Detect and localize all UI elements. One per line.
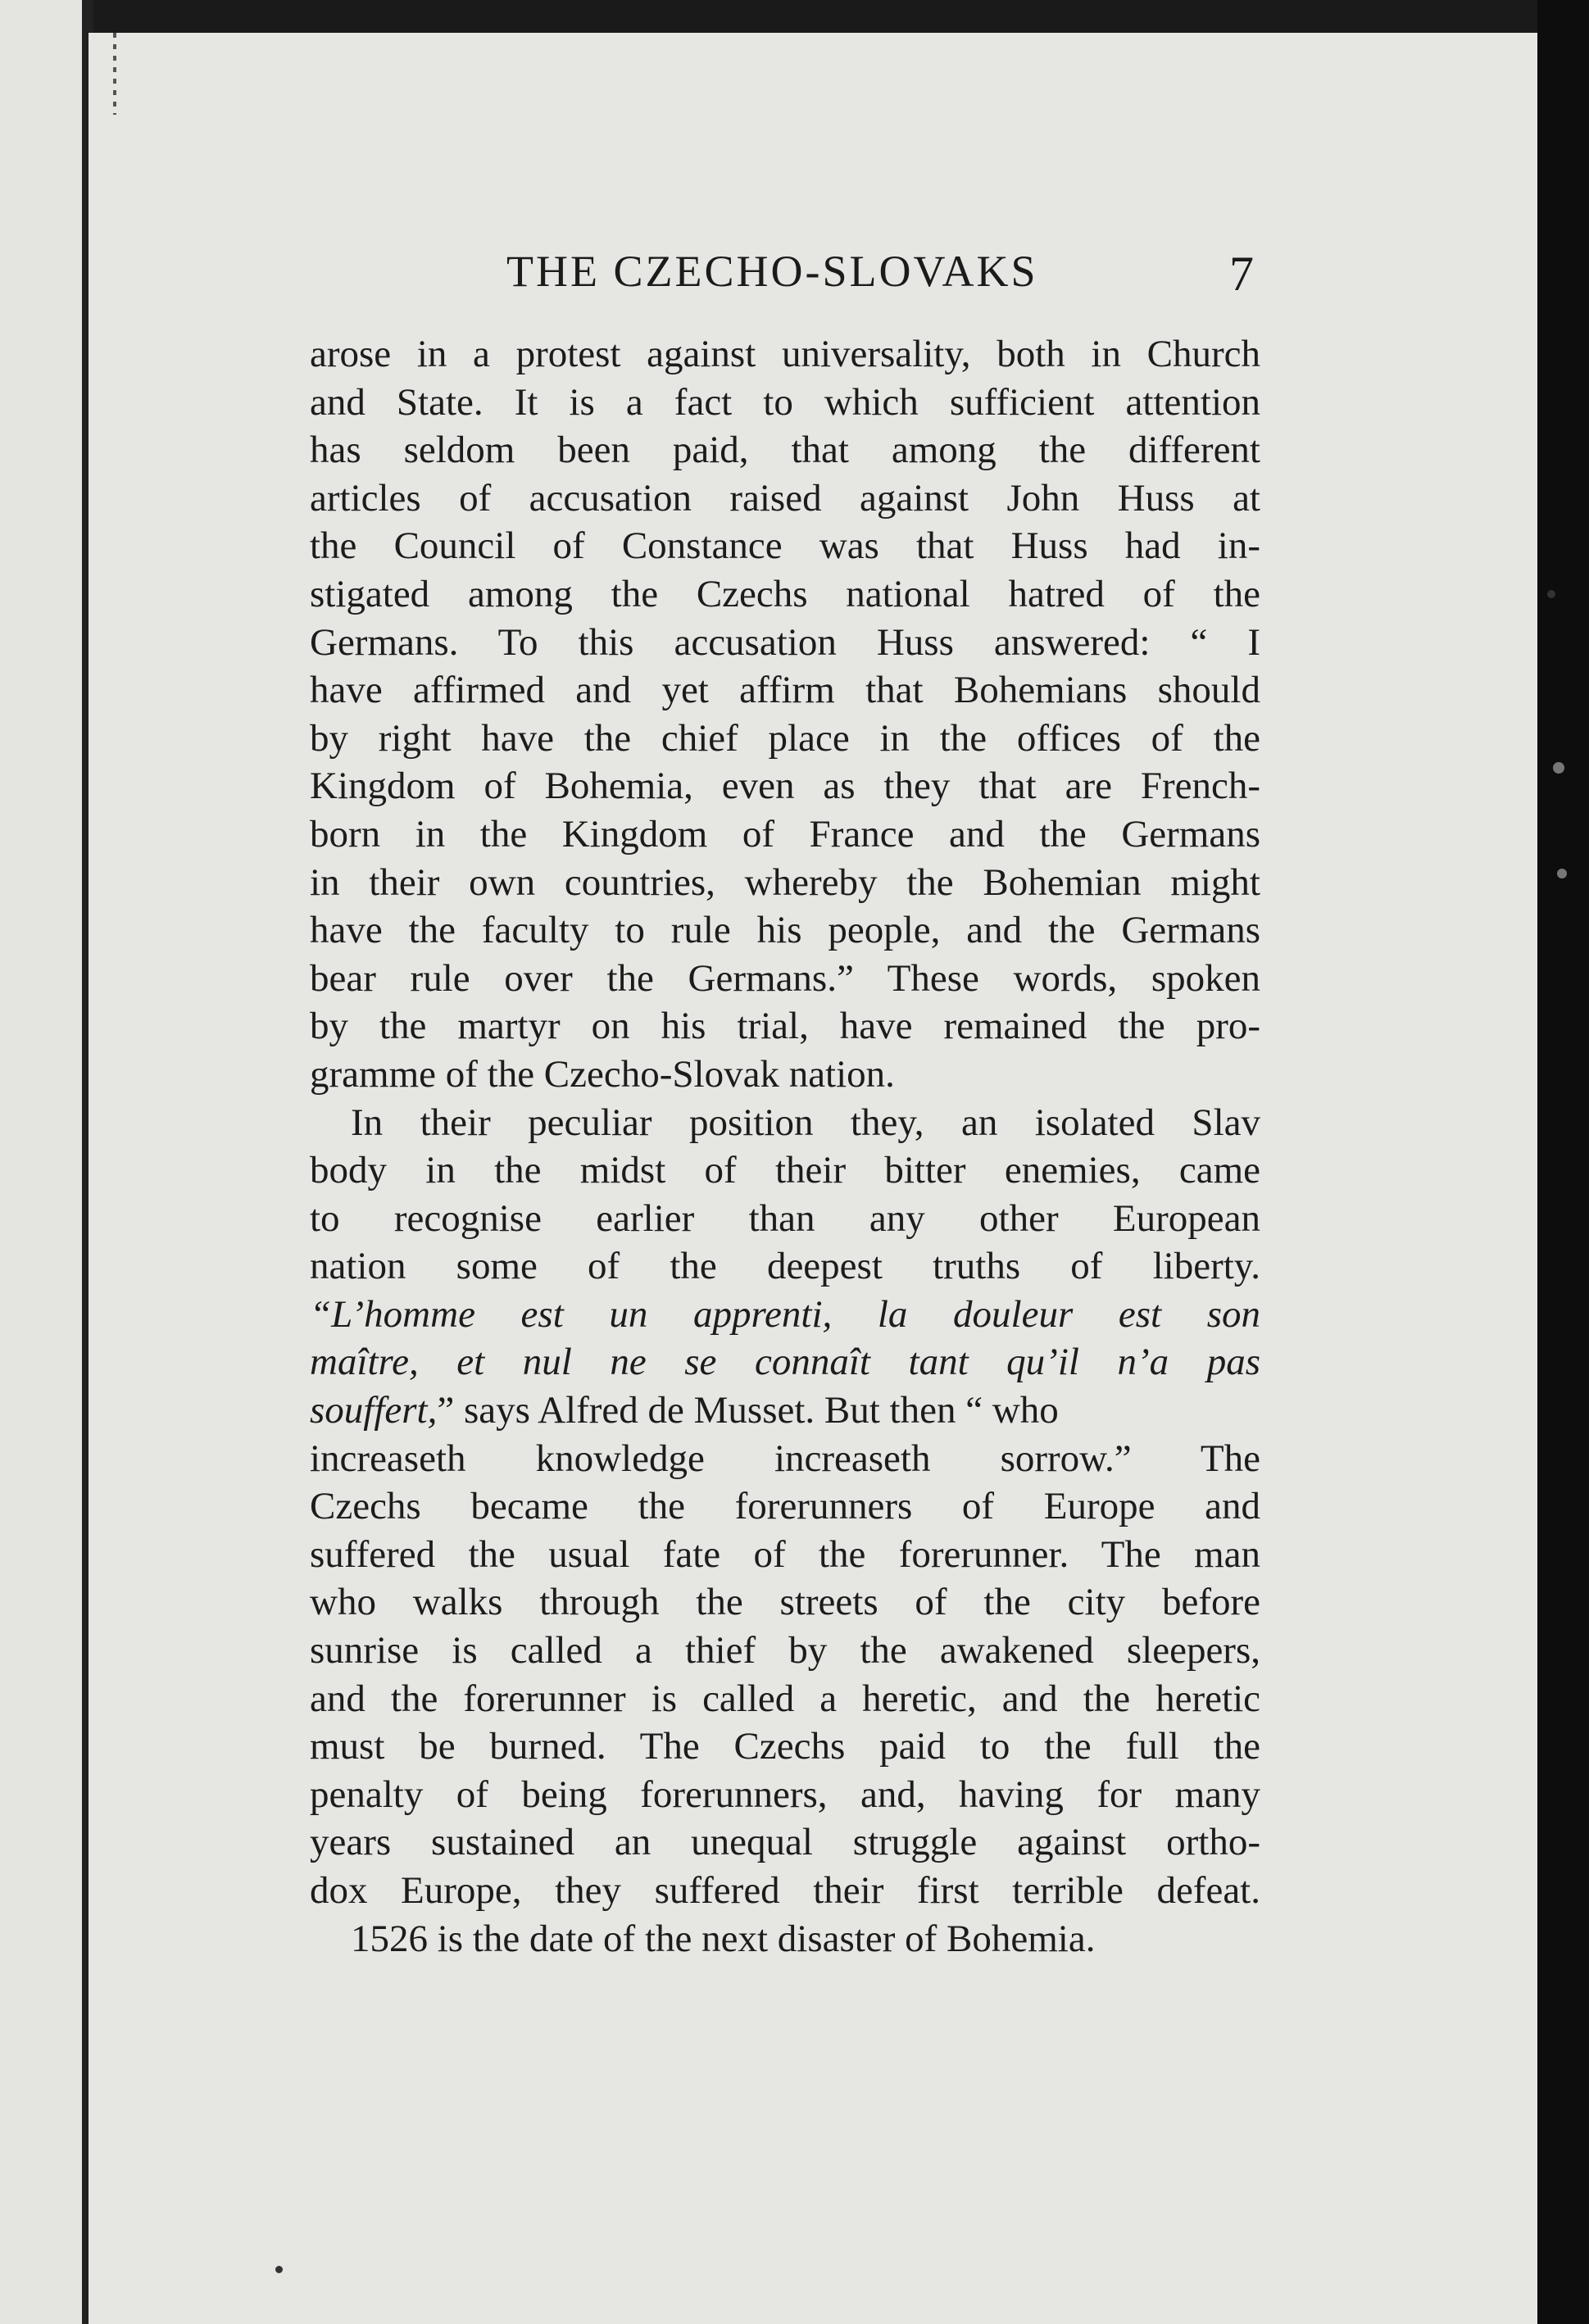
text-line: to recognise earlier than any other European (310, 1196, 1260, 1240)
text-line: penalty of being forerunners, and, having for many (310, 1773, 1260, 1816)
text-line: Czechs became the forerunners of Europe and (310, 1485, 1260, 1528)
page-number: 7 (1229, 247, 1254, 301)
text-line: has seldom been paid, that among the different (310, 429, 1260, 472)
text-line: increaseth knowledge increaseth sorrow.” The (310, 1437, 1260, 1480)
text-line: Kingdom of Bohemia, even as they that are French- (310, 765, 1260, 808)
text-line: dox Europe, they suffered their first terrible defeat. (310, 1869, 1260, 1912)
text-line: years sustained an unequal struggle against ortho- (310, 1821, 1260, 1864)
text-line: In their peculiar position they, an isolated Slav (351, 1101, 1260, 1144)
text-line: Germans. To this accusation Huss answered: “ I (310, 620, 1260, 664)
stitch-marks (113, 33, 116, 115)
text-line: nation some of the deepest truths of liberty. (310, 1245, 1260, 1288)
text-line (310, 1387, 1260, 1435)
text-line: born in the Kingdom of France and the Germans (310, 812, 1260, 856)
speck (1557, 869, 1567, 878)
quote-end: souffert, (310, 1389, 438, 1432)
text-line: arose in a protest against universality, both in Church (310, 333, 1260, 375)
text-line: and State. It is a fact to which sufficient attention (310, 380, 1260, 424)
text-line: must be burned. The Czechs paid to the full the (310, 1725, 1260, 1768)
text-line: suffered the usual fate of the forerunner. The man (310, 1532, 1260, 1576)
text-line: by the martyr on his trial, have remained the pro- (310, 1005, 1260, 1048)
text-line: “L’homme est un apprenti, la douleur est son (310, 1292, 1260, 1336)
text-line: by right have the chief place in the offices of the (310, 716, 1260, 760)
running-title: THE CZECHO-SLOVAKS (506, 247, 1038, 296)
speck (1553, 762, 1564, 774)
text-line: have the faculty to rule his people, and the Germans (310, 909, 1260, 952)
text-line: have affirmed and yet affirm that Bohemians should (310, 669, 1260, 712)
speck (1547, 590, 1555, 598)
text-line: and the forerunner is called a heretic, and the heretic (310, 1677, 1260, 1720)
speck (275, 2266, 283, 2273)
text-line: sunrise is called a thief by the awakened sleepers, (310, 1629, 1260, 1673)
quote-attribution: ” says Alfred de Musset. But then “ who (437, 1389, 1059, 1432)
text-line: the Council of Constance was that Huss had in- (310, 524, 1260, 568)
body-text (310, 330, 1260, 1963)
text-line: articles of accusation raised against John Huss at (310, 476, 1260, 520)
text-line: maître, et nul ne se connaît tant qu’il n’a pas (310, 1341, 1260, 1384)
text-line: in their own countries, whereby the Bohemian might (310, 860, 1260, 904)
text-line: body in the midst of their bitter enemies, came (310, 1149, 1260, 1192)
text-line: stigated among the Czechs national hatred of the (310, 572, 1260, 615)
left-margin (0, 0, 82, 2324)
text-line: bear rule over the Germans.” These words, spoken (310, 956, 1260, 1000)
right-edge (1537, 0, 1589, 2324)
text-line: 1526 is the date of the next disaster of Bohemia. (351, 1917, 1096, 1960)
text-line: gramme of the Czecho-Slovak nation. (310, 1052, 895, 1096)
text-line: who walks through the streets of the city before (310, 1581, 1260, 1624)
